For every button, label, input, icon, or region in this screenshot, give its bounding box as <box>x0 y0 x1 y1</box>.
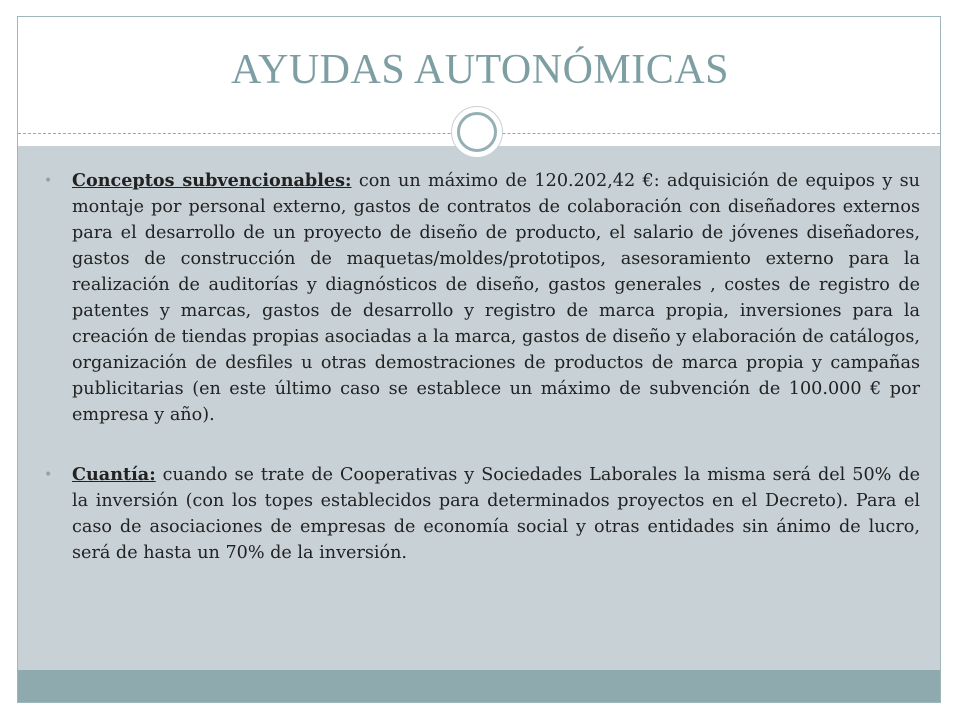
circle-ring-icon <box>451 106 503 158</box>
bullet-dot-icon: • <box>44 467 53 483</box>
bullet-text: con un máximo de 120.202,42 €: adquisición de equipos y su montaje por personal externo, gastos de contratos de colaboración con diseñadores externos para el desarrollo de un proyecto de diseño de producto, el salario de jóvenes diseñadores, gastos de construcción de maquetas/moldes/prototipos, asesoramiento externo para la realización de auditorías y diagnósticos de diseño, gastos generales , costes de registro de patentes y marcas, gastos de desarrollo y registro de marca propia, inversiones para la creación de tiendas propias asociadas a la marca, gastos de diseño y elaboración de catálogos, organización de desfiles u otras demostraciones de productos de marca propia y campañas publicitarias (en este último caso se establece un máximo de subvención de 100.000 € por empresa y año). <box>72 171 920 425</box>
bullet-term: Conceptos subvencionables: <box>72 170 352 191</box>
circle-ring-inner <box>457 112 497 152</box>
bullet-term: Cuantía: <box>72 464 156 485</box>
bullet-dot-icon: • <box>44 173 53 189</box>
footer-bar <box>18 670 940 702</box>
slide-title: AYUDAS AUTONÓMICAS <box>231 47 729 93</box>
bullet-text: cuando se trate de Cooperativas y Sociedades Laborales la misma será del 50% de la inversión (con los topes establecidos para determinados proyectos en el Decreto). Para el caso de asociaciones de empresas de economía social y otras entidades sin ánimo de lucro, será de hasta un 70% de la inversión. <box>72 465 920 563</box>
bullet-conceptos <box>40 168 920 428</box>
bullet-cuantia <box>40 462 920 566</box>
bullet-list <box>40 168 920 600</box>
